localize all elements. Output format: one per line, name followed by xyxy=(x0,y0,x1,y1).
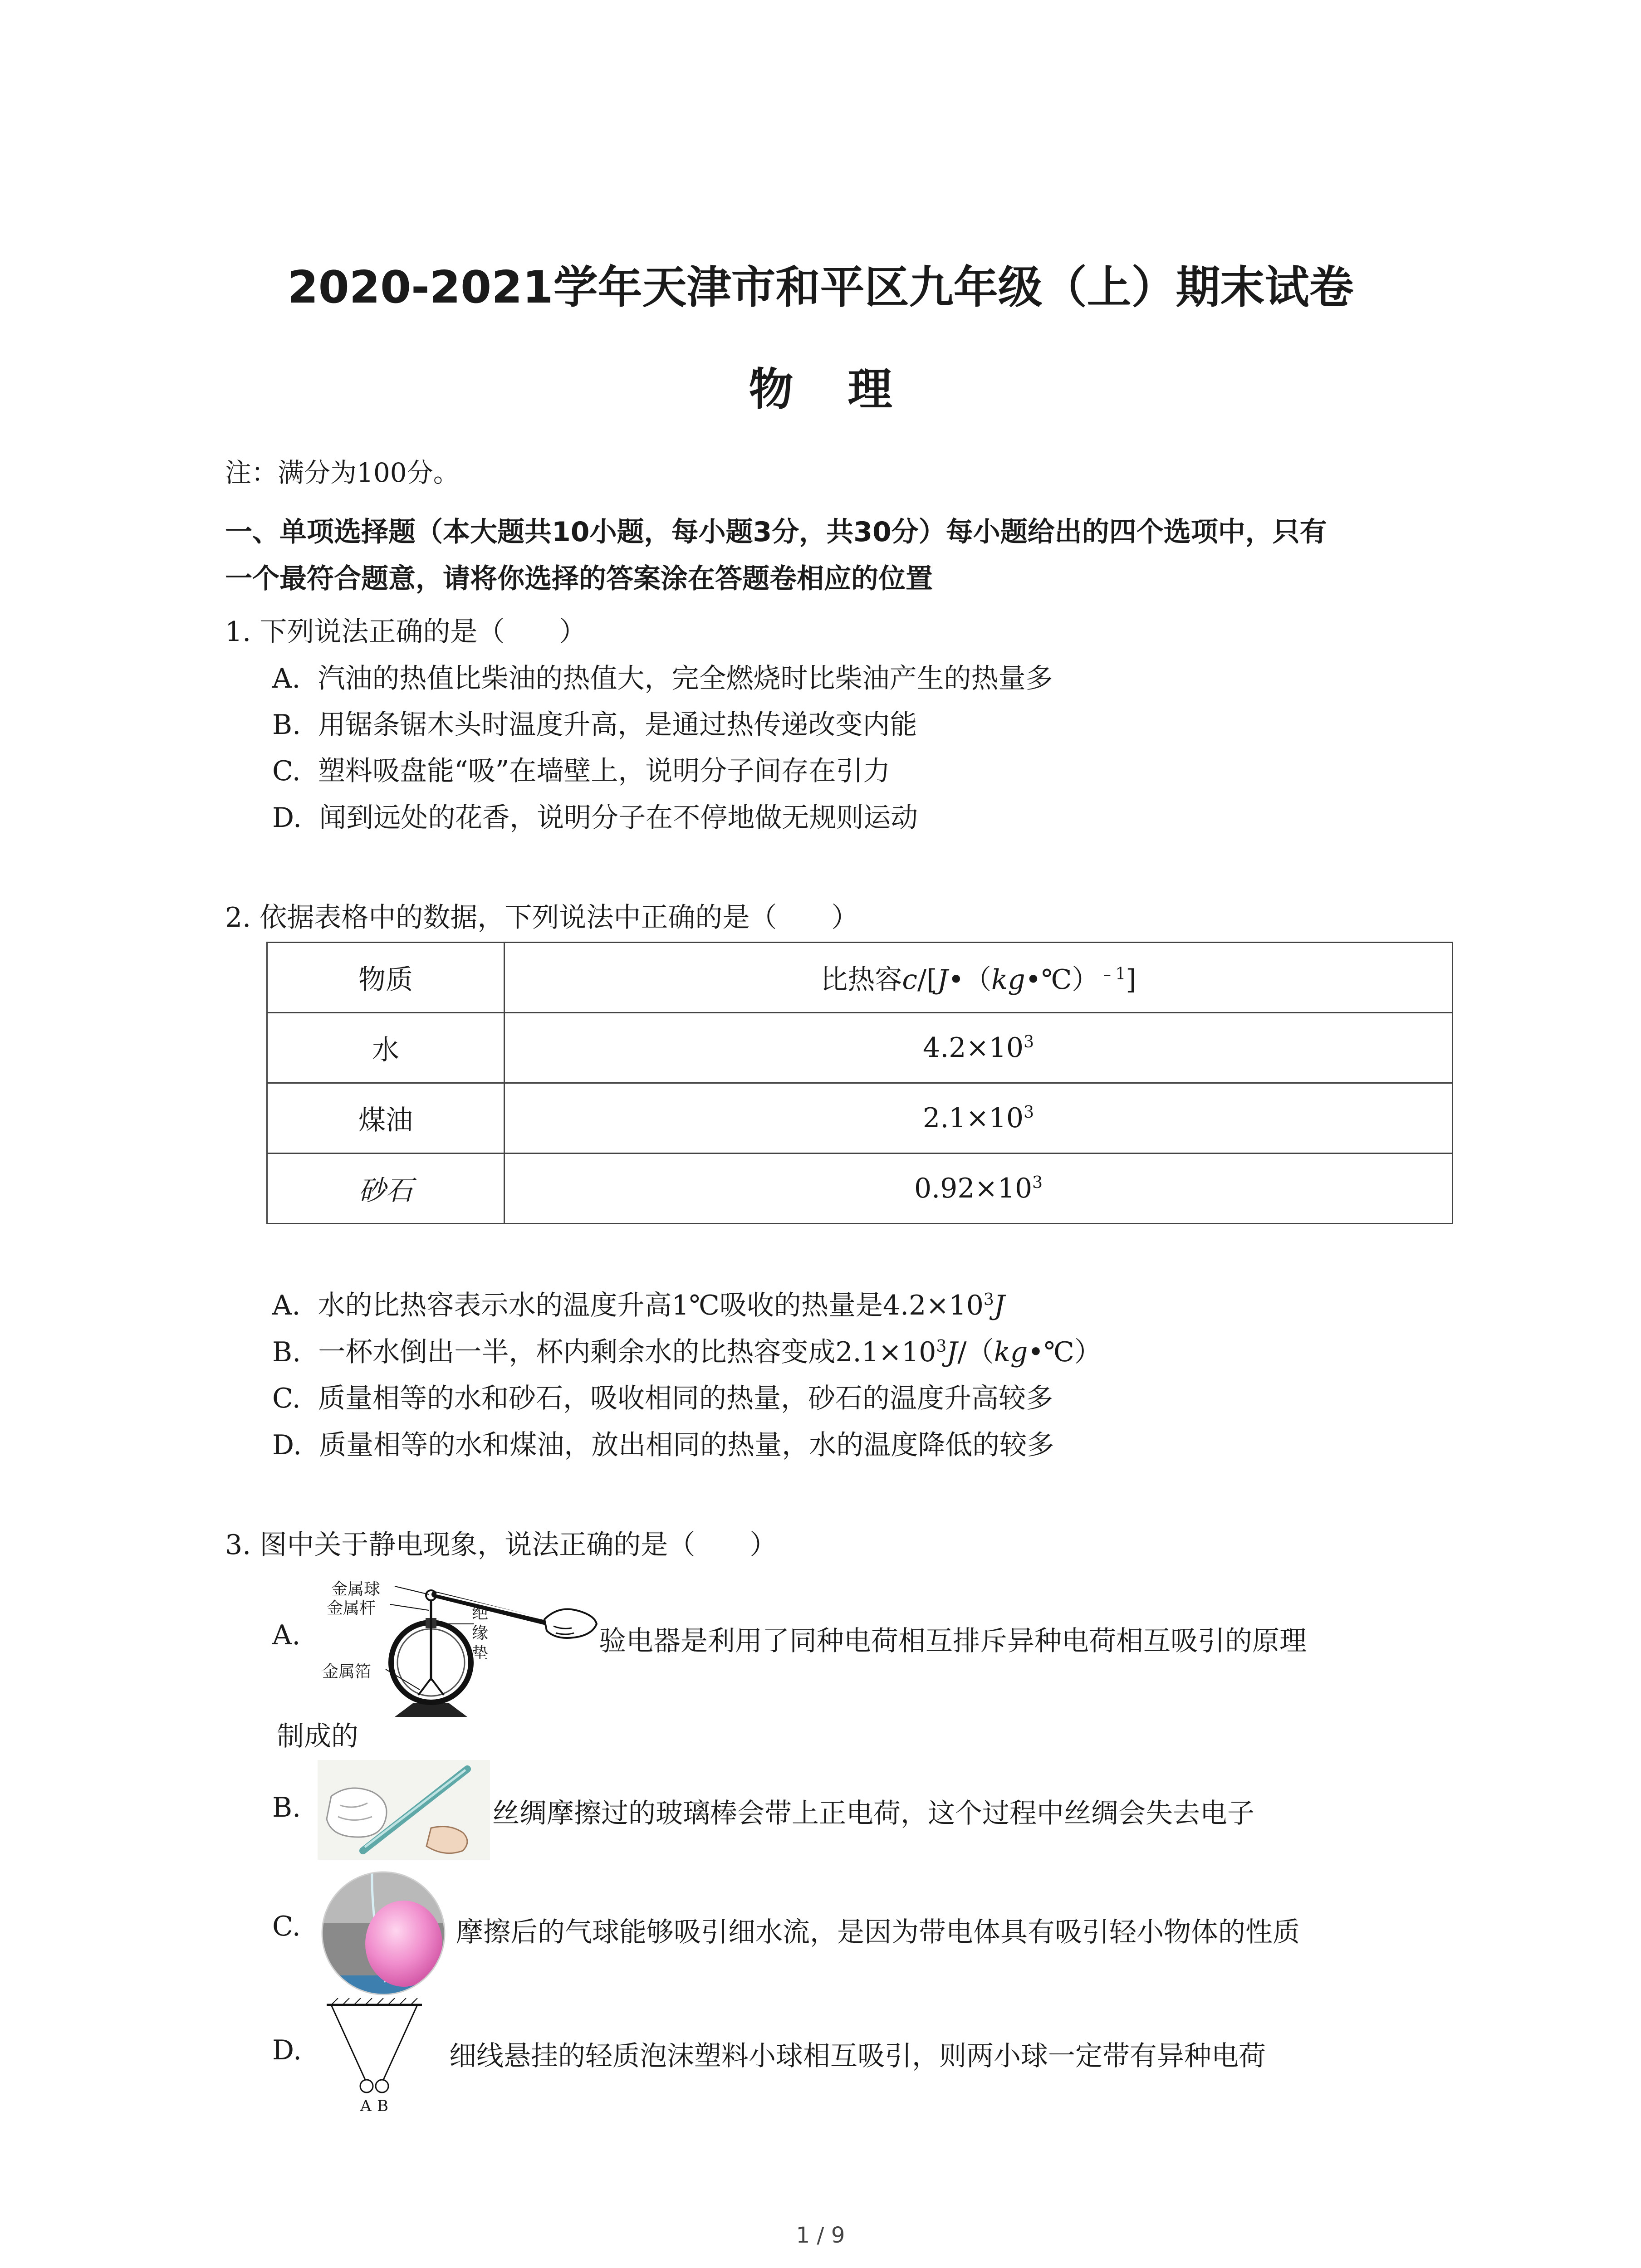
specific-heat-table xyxy=(266,942,1453,1224)
ball-a xyxy=(360,2080,373,2092)
silk-glass-rod-drawing xyxy=(318,1760,490,1860)
table-row xyxy=(267,1083,1453,1154)
option-text: 闻到远处的花香，说明分子在不停地做无规则运动 xyxy=(319,802,918,834)
table-cell-substance: 砂石 xyxy=(267,1154,505,1224)
q3-option-d-label: D. xyxy=(272,2034,302,2066)
label-ball-a: A xyxy=(360,2097,372,2115)
q3-option-a-text: 验电器是利用了同种电荷相互排斥异种电荷相互吸引的原理 xyxy=(599,1625,1307,1657)
q2-option-d xyxy=(272,1423,1054,1462)
option-label: B. xyxy=(272,709,301,741)
table-cell-substance: 水 xyxy=(267,1013,505,1083)
silk-glass-rod-figure xyxy=(318,1760,490,1860)
thread-a xyxy=(331,2005,365,2080)
score-note: 注：满分为100分。 xyxy=(225,457,460,488)
suspended-balls-figure xyxy=(322,1998,426,2116)
q3-stem: 3. 图中关于静电现象，说法正确的是（ ） xyxy=(225,1529,777,1561)
q3-option-a-continuation: 制成的 xyxy=(277,1721,358,1752)
balloon xyxy=(365,1901,442,1987)
ball-b xyxy=(376,2080,388,2092)
table-cell-value: $0.92\times 10^3$ xyxy=(505,1154,1453,1224)
balloon-water-drawing xyxy=(318,1869,454,1998)
q2-option-a xyxy=(272,1284,1005,1323)
option-label: A. xyxy=(272,1290,301,1321)
metal-leaf-right xyxy=(431,1678,444,1695)
q3-option-d-text: 细线悬挂的轻质泡沫塑料小球相互吸引，则两小球一定带有异种电荷 xyxy=(449,2040,1266,2072)
suspended-balls-drawing xyxy=(322,1998,426,2116)
q2-option-b xyxy=(272,1330,1102,1369)
balloon-water-figure xyxy=(318,1869,454,1998)
q3-option-b-label: B. xyxy=(272,1792,301,1823)
electroscope-figure xyxy=(318,1576,599,1726)
section-heading-line1: 一、单项选择题（本大题共10小题，每小题3分，共30分）每小题给出的四个选项中，只有 xyxy=(225,516,1327,548)
option-label: C. xyxy=(272,755,301,787)
table-row xyxy=(267,1013,1453,1083)
q2-stem: 2. 依据表格中的数据，下列说法中正确的是（ ） xyxy=(225,902,859,934)
label-metal-foil: 金属箔 xyxy=(322,1662,372,1681)
option-label: B. xyxy=(272,1336,301,1368)
exam-title: 2020-2021学年天津市和平区九年级（上）期末试卷 xyxy=(287,262,1354,313)
table-header-substance: 物质 xyxy=(267,943,505,1013)
electroscope-base xyxy=(395,1703,467,1717)
silk-cloth xyxy=(327,1788,387,1837)
q1-option-d xyxy=(272,796,918,835)
leader-rod xyxy=(390,1604,429,1610)
metal-leaf-left xyxy=(418,1678,431,1695)
section-heading-line2: 一个最符合题意，请将你选择的答案涂在答题卷相应的位置 xyxy=(225,563,933,595)
option-label: D. xyxy=(272,1429,302,1461)
label-insulator: 绝缘垫 xyxy=(472,1604,489,1662)
page-number: 1 / 9 xyxy=(796,2223,845,2248)
option-text: 质量相等的水和砂石，吸收相同的热量，砂石的温度升高较多 xyxy=(318,1383,1053,1414)
q1-option-a xyxy=(272,657,1053,696)
leader-ball xyxy=(395,1586,429,1594)
option-text: 一杯水倒出一半，杯内剩余水的比热容变成$2.1\times 10^3J/(kg•℃)$ xyxy=(318,1336,1102,1368)
subject-title: 物理 xyxy=(749,364,947,415)
q2-option-c xyxy=(272,1377,1053,1416)
option-text: 水的比热容表示水的温度升高1℃吸收的热量是$4.2\times 10^3J$ xyxy=(318,1290,1005,1321)
option-text: 汽油的热值比柴油的热值大，完全燃烧时比柴油产生的热量多 xyxy=(318,663,1053,694)
label-metal-rod: 金属杆 xyxy=(327,1599,376,1618)
charged-rod xyxy=(435,1594,563,1626)
q3-option-a-label: A. xyxy=(272,1619,301,1651)
option-label: D. xyxy=(272,802,302,834)
label-ball-b: B xyxy=(377,2097,388,2115)
label-metal-ball: 金属球 xyxy=(331,1580,381,1598)
q3-option-c-label: C. xyxy=(272,1911,301,1942)
option-text: 用锯条锯木头时温度升高，是通过热传递改变内能 xyxy=(318,709,917,741)
table-row xyxy=(267,1154,1453,1224)
thread-b xyxy=(383,2005,417,2080)
q1-option-b xyxy=(272,703,917,742)
option-text: 塑料吸盘能“吸”在墙壁上，说明分子间存在引力 xyxy=(318,755,891,787)
q3-option-b-text: 丝绸摩擦过的玻璃棒会带上正电荷，这个过程中丝绸会失去电子 xyxy=(492,1798,1254,1829)
q3-option-c-text: 摩擦后的气球能够吸引细水流，是因为带电体具有吸引轻小物体的性质 xyxy=(456,1916,1300,1948)
option-label: A. xyxy=(272,663,301,694)
table-header-row xyxy=(267,943,1453,1013)
table-cell-substance: 煤油 xyxy=(267,1083,505,1154)
table-cell-value: $2.1\times 10^3$ xyxy=(505,1083,1453,1154)
option-label: C. xyxy=(272,1383,301,1414)
q1-stem: 1. 下列说法正确的是（ ） xyxy=(225,616,587,648)
option-text: 质量相等的水和煤油，放出相同的热量，水的温度降低的较多 xyxy=(319,1429,1054,1461)
q1-option-c xyxy=(272,749,890,788)
table-cell-value: $4.2\times 10^3$ xyxy=(505,1013,1453,1083)
table-header-specific-heat: 比热容c/[J•（kg•℃）$^{﹣1}$] xyxy=(505,943,1453,1013)
